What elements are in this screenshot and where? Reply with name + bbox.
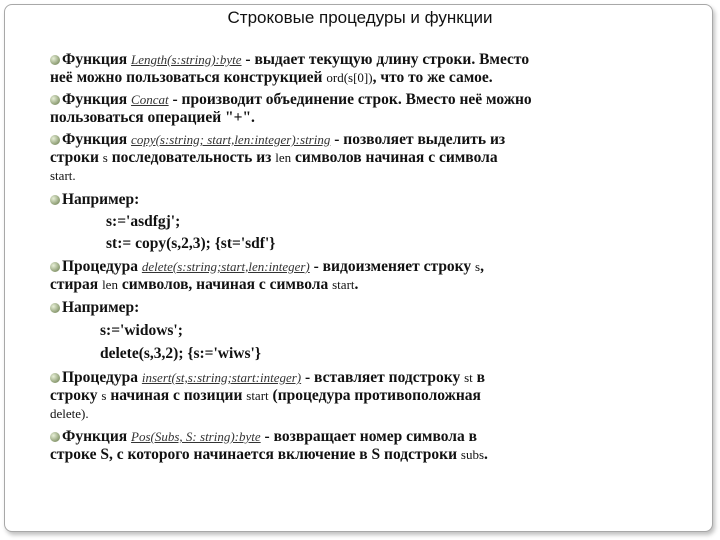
code-delete: delete(s:string;start,len:integer) <box>141 259 310 274</box>
text-line: Процедура insert(st,s:string;start:integer) - вставляет подстроку st в <box>62 369 486 386</box>
bullet-icon <box>50 432 60 442</box>
text-line: Процедура delete(s:string;start,len:integer) - видоизменяет строку s, <box>62 258 484 275</box>
text-line: start. <box>50 168 76 183</box>
text-line: st:= copy(s,2,3); {st='sdf'} <box>106 235 276 252</box>
bullet-icon <box>50 95 60 105</box>
text-line: неё можно пользоваться конструкцией ord(s[0]), что то же самое. <box>50 69 493 86</box>
text-line: строки s последовательность из len символов начиная с символа <box>50 149 498 166</box>
code-length: Length(s:string):byte <box>131 52 242 67</box>
text-line: s:='asdfgj'; <box>106 213 181 230</box>
bullet-icon <box>50 135 60 145</box>
text-line: стирая len символов, начиная с символа start. <box>50 276 359 293</box>
text-line: Например: <box>62 191 140 208</box>
text-line: Функция Length(s:string):byte - выдает текущую длину строки. Вместо <box>62 51 530 68</box>
text-line: Функция copy(s:string; start,len:integer):string - позволяет выделить из <box>62 131 506 148</box>
bullet-icon <box>50 262 60 272</box>
code-copy: copy(s:string; start,len:integer):string <box>131 132 331 147</box>
text-line: пользоваться операцией "+". <box>50 109 255 126</box>
text-line: Например: <box>62 299 140 316</box>
text-line: строке S, с которого начинается включение в S подстроки subs. <box>50 446 488 463</box>
code-concat: Concat <box>131 92 169 107</box>
bullet-icon <box>50 55 60 65</box>
bullet-icon <box>50 303 60 313</box>
bullet-icon <box>50 195 60 205</box>
text-line: строку s начиная с позиции start (процедура противоположная <box>50 387 481 404</box>
text-line: Функция Concat - производит объединение строк. Вместо неё можно <box>62 91 532 108</box>
text-line: s:='widows'; <box>100 322 183 339</box>
code-insert: insert(st,s:string;start:integer) <box>141 370 302 385</box>
text-line: Функция Pos(Subs, S: string):byte - возвращает номер символа в <box>62 428 477 445</box>
bullet-icon <box>50 373 60 383</box>
text-line: delete(s,3,2); {s:='wiws'} <box>100 345 261 362</box>
code-pos: Pos(Subs, S: string):byte <box>131 429 261 444</box>
slide-title: Строковые процедуры и функции <box>227 8 493 27</box>
text-line: delete). <box>50 406 89 421</box>
